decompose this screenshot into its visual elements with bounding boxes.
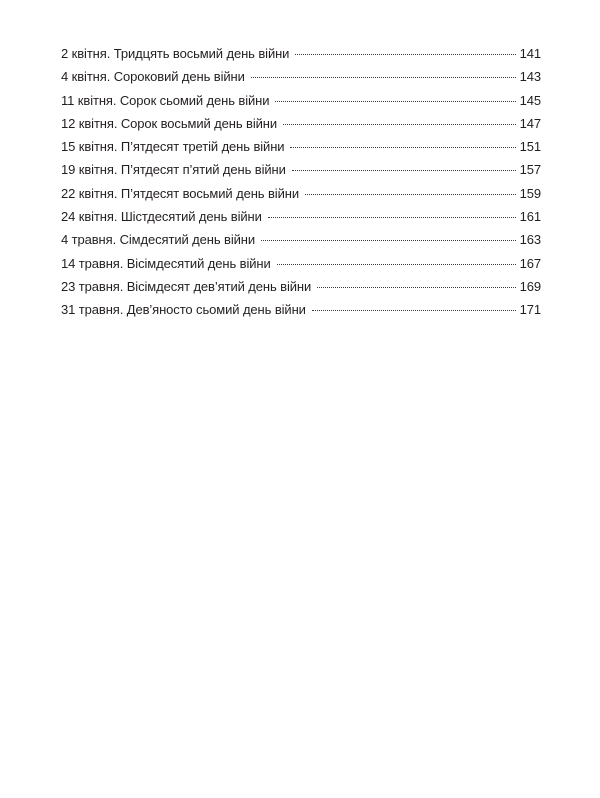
toc-entry-page: 141 (519, 46, 541, 61)
toc-entry-title: 2 квітня. Тридцять восьмий день війни (61, 46, 290, 61)
toc-entry-title: 4 травня. Сімдесятий день війни (61, 232, 256, 248)
toc-entry (61, 279, 541, 302)
toc-dot-leader (275, 100, 515, 102)
toc-entry (61, 186, 541, 209)
toc-dot-leader (261, 239, 516, 241)
toc-dot-leader (283, 123, 516, 125)
toc-entry-page: 171 (519, 302, 541, 318)
toc-entry-title: 11 квітня. Сорок сьомий день війни (61, 92, 270, 108)
toc-entry-page: 169 (519, 278, 541, 294)
toc-entry (61, 116, 541, 139)
toc-dot-leader (292, 169, 516, 171)
toc-dot-leader (268, 216, 516, 218)
toc-entry (61, 93, 541, 116)
toc-entry-page: 147 (519, 115, 541, 131)
toc-entry-title: 4 квітня. Сороковий день війни (61, 69, 245, 85)
toc-entry-page: 143 (519, 69, 541, 85)
toc-entry (61, 302, 541, 325)
table-of-contents (61, 46, 541, 326)
toc-dot-leader (312, 309, 516, 311)
toc-entry-page: 163 (519, 232, 541, 248)
toc-entry-title: 24 квітня. Шістдесятий день війни (61, 209, 262, 225)
toc-entry (61, 162, 541, 185)
toc-entry-title: 14 травня. Вісімдесятий день війни (61, 255, 271, 271)
toc-entry (61, 139, 541, 162)
toc-dot-leader (277, 263, 516, 265)
toc-dot-leader (317, 286, 515, 288)
toc-dot-leader (290, 146, 515, 148)
toc-entry (61, 69, 541, 92)
toc-entry-page: 161 (519, 209, 541, 225)
toc-entry-title: 23 травня. Вісімдесят дев’ятий день війни (61, 278, 312, 294)
toc-dot-leader (305, 193, 516, 195)
toc-dot-leader (295, 53, 515, 55)
toc-entry-title: 22 квітня. П’ятдесят восьмий день війни (61, 185, 299, 201)
toc-entry-title: 19 квітня. П’ятдесят п’ятий день війни (61, 162, 286, 178)
toc-entry-page: 151 (519, 139, 541, 155)
toc-entry (61, 209, 541, 232)
toc-entry-title: 12 квітня. Сорок восьмий день війни (61, 115, 278, 131)
toc-entry-title: 31 травня. Дев’яносто сьомий день війни (61, 302, 306, 318)
toc-entry-title: 15 квітня. П’ятдесят третій день війни (61, 139, 285, 155)
toc-entry (61, 256, 541, 279)
toc-entry (61, 46, 541, 69)
toc-entry (61, 232, 541, 255)
toc-entry-page: 157 (519, 162, 541, 178)
toc-dot-leader (251, 76, 516, 78)
toc-entry-page: 145 (519, 92, 541, 108)
toc-entry-page: 159 (519, 185, 541, 201)
toc-entry-page: 167 (519, 255, 541, 271)
